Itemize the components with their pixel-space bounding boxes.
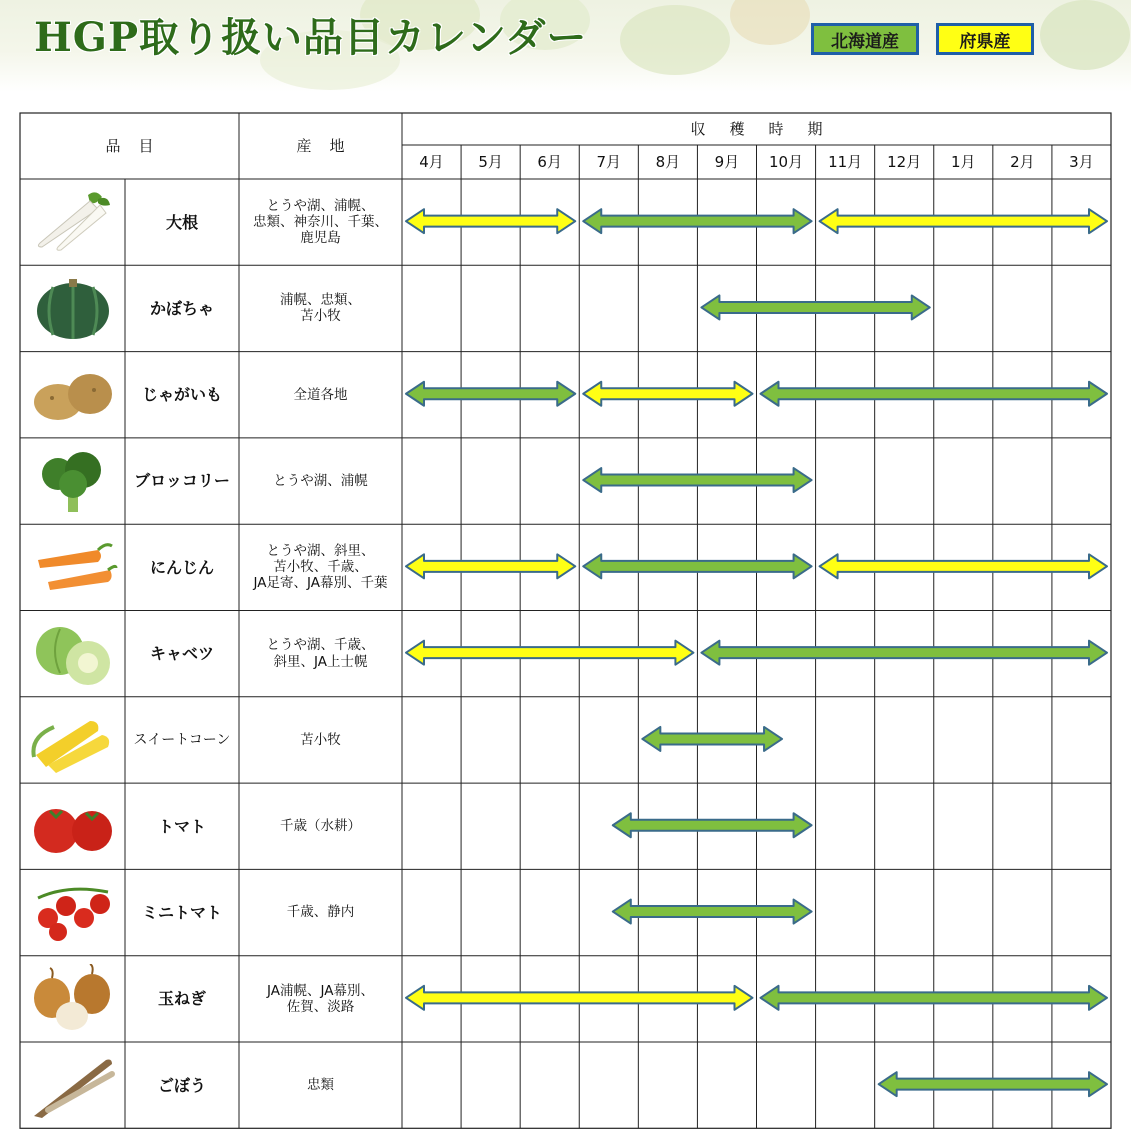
month-label: 11月 — [828, 153, 863, 171]
harvest-span-arrow — [820, 554, 1107, 578]
month-label: 1月 — [951, 153, 976, 171]
carrot-icon — [28, 532, 118, 602]
legend-hokkaido: 北海道産 — [811, 23, 919, 55]
harvest-span-arrow — [642, 727, 782, 751]
month-label: 4月 — [419, 153, 444, 171]
potato-icon — [28, 360, 118, 430]
item-name: 玉ねぎ — [157, 989, 206, 1009]
month-label: 6月 — [537, 153, 562, 171]
item-name: トマト — [157, 816, 206, 836]
item-origin: 忠類 — [307, 1077, 334, 1094]
item-origin: とうや湖、斜里、 苫小牧、千歳、 JA足寄、JA幕別、千葉 — [253, 543, 388, 592]
item-name: にんじん — [149, 557, 214, 577]
month-label: 7月 — [596, 153, 622, 171]
item-origin: とうや湖、浦幌、 忠類、神奈川、千葉、 鹿児島 — [253, 197, 388, 247]
item-name: じゃがいも — [141, 385, 222, 405]
harvest-span-arrow — [701, 641, 1107, 665]
item-name: ごぼう — [157, 1075, 206, 1095]
item-origin: 千歳、静内 — [286, 904, 355, 921]
item-name: 大根 — [165, 212, 198, 232]
item-origin: とうや湖、浦幌 — [273, 472, 368, 489]
item-name: かぼちゃ — [149, 298, 214, 318]
item-name: キャベツ — [149, 644, 214, 664]
onion-icon — [28, 964, 118, 1034]
legend-fuken: 府県産 — [936, 23, 1034, 55]
tomato-icon — [28, 791, 118, 861]
month-label: 2月 — [1010, 153, 1035, 171]
harvest-span-arrow — [613, 813, 812, 837]
item-name: ミニトマト — [141, 902, 222, 922]
month-label: 10月 — [768, 153, 804, 171]
item-origin: JA浦幌、JA幕別、 佐賀、淡路 — [267, 982, 374, 1015]
broccoli-icon — [28, 446, 118, 516]
cabbage-icon — [28, 619, 118, 689]
mini-tomato-icon — [28, 878, 118, 948]
harvest-span-arrow — [406, 382, 575, 406]
item-origin: 全道各地 — [293, 386, 348, 403]
item-name: ブロッコリー — [134, 471, 230, 491]
page-title: HGP取り扱い品目カレンダー — [34, 14, 588, 61]
header-item: 品目 — [105, 137, 172, 155]
month-label: 8月 — [655, 153, 681, 171]
item-origin: 浦幌、忠類、 苫小牧 — [280, 292, 361, 325]
harvest-span-arrow — [406, 209, 575, 233]
month-label: 3月 — [1069, 153, 1094, 171]
daikon-icon — [28, 187, 118, 257]
harvest-span-arrow — [406, 554, 575, 578]
month-label: 9月 — [714, 153, 740, 171]
burdock-icon — [28, 1050, 118, 1120]
header-origin: 産地 — [296, 137, 363, 155]
harvest-span-arrow — [613, 900, 812, 924]
harvest-span-arrow — [583, 382, 752, 406]
harvest-span-arrow — [820, 209, 1107, 233]
item-origin: 苫小牧 — [300, 731, 341, 748]
month-label: 12月 — [887, 153, 922, 171]
item-name: スイートコーン — [133, 731, 231, 748]
header-harvest: 収穫時期 — [690, 120, 847, 138]
harvest-span-arrow — [406, 641, 693, 665]
pumpkin-icon — [28, 273, 118, 343]
item-origin: 千歳（水耕） — [280, 818, 361, 835]
month-label: 5月 — [478, 153, 503, 171]
corn-icon — [28, 705, 118, 775]
item-origin: とうや湖、千歳、 斜里、JA上士幌 — [266, 637, 375, 670]
